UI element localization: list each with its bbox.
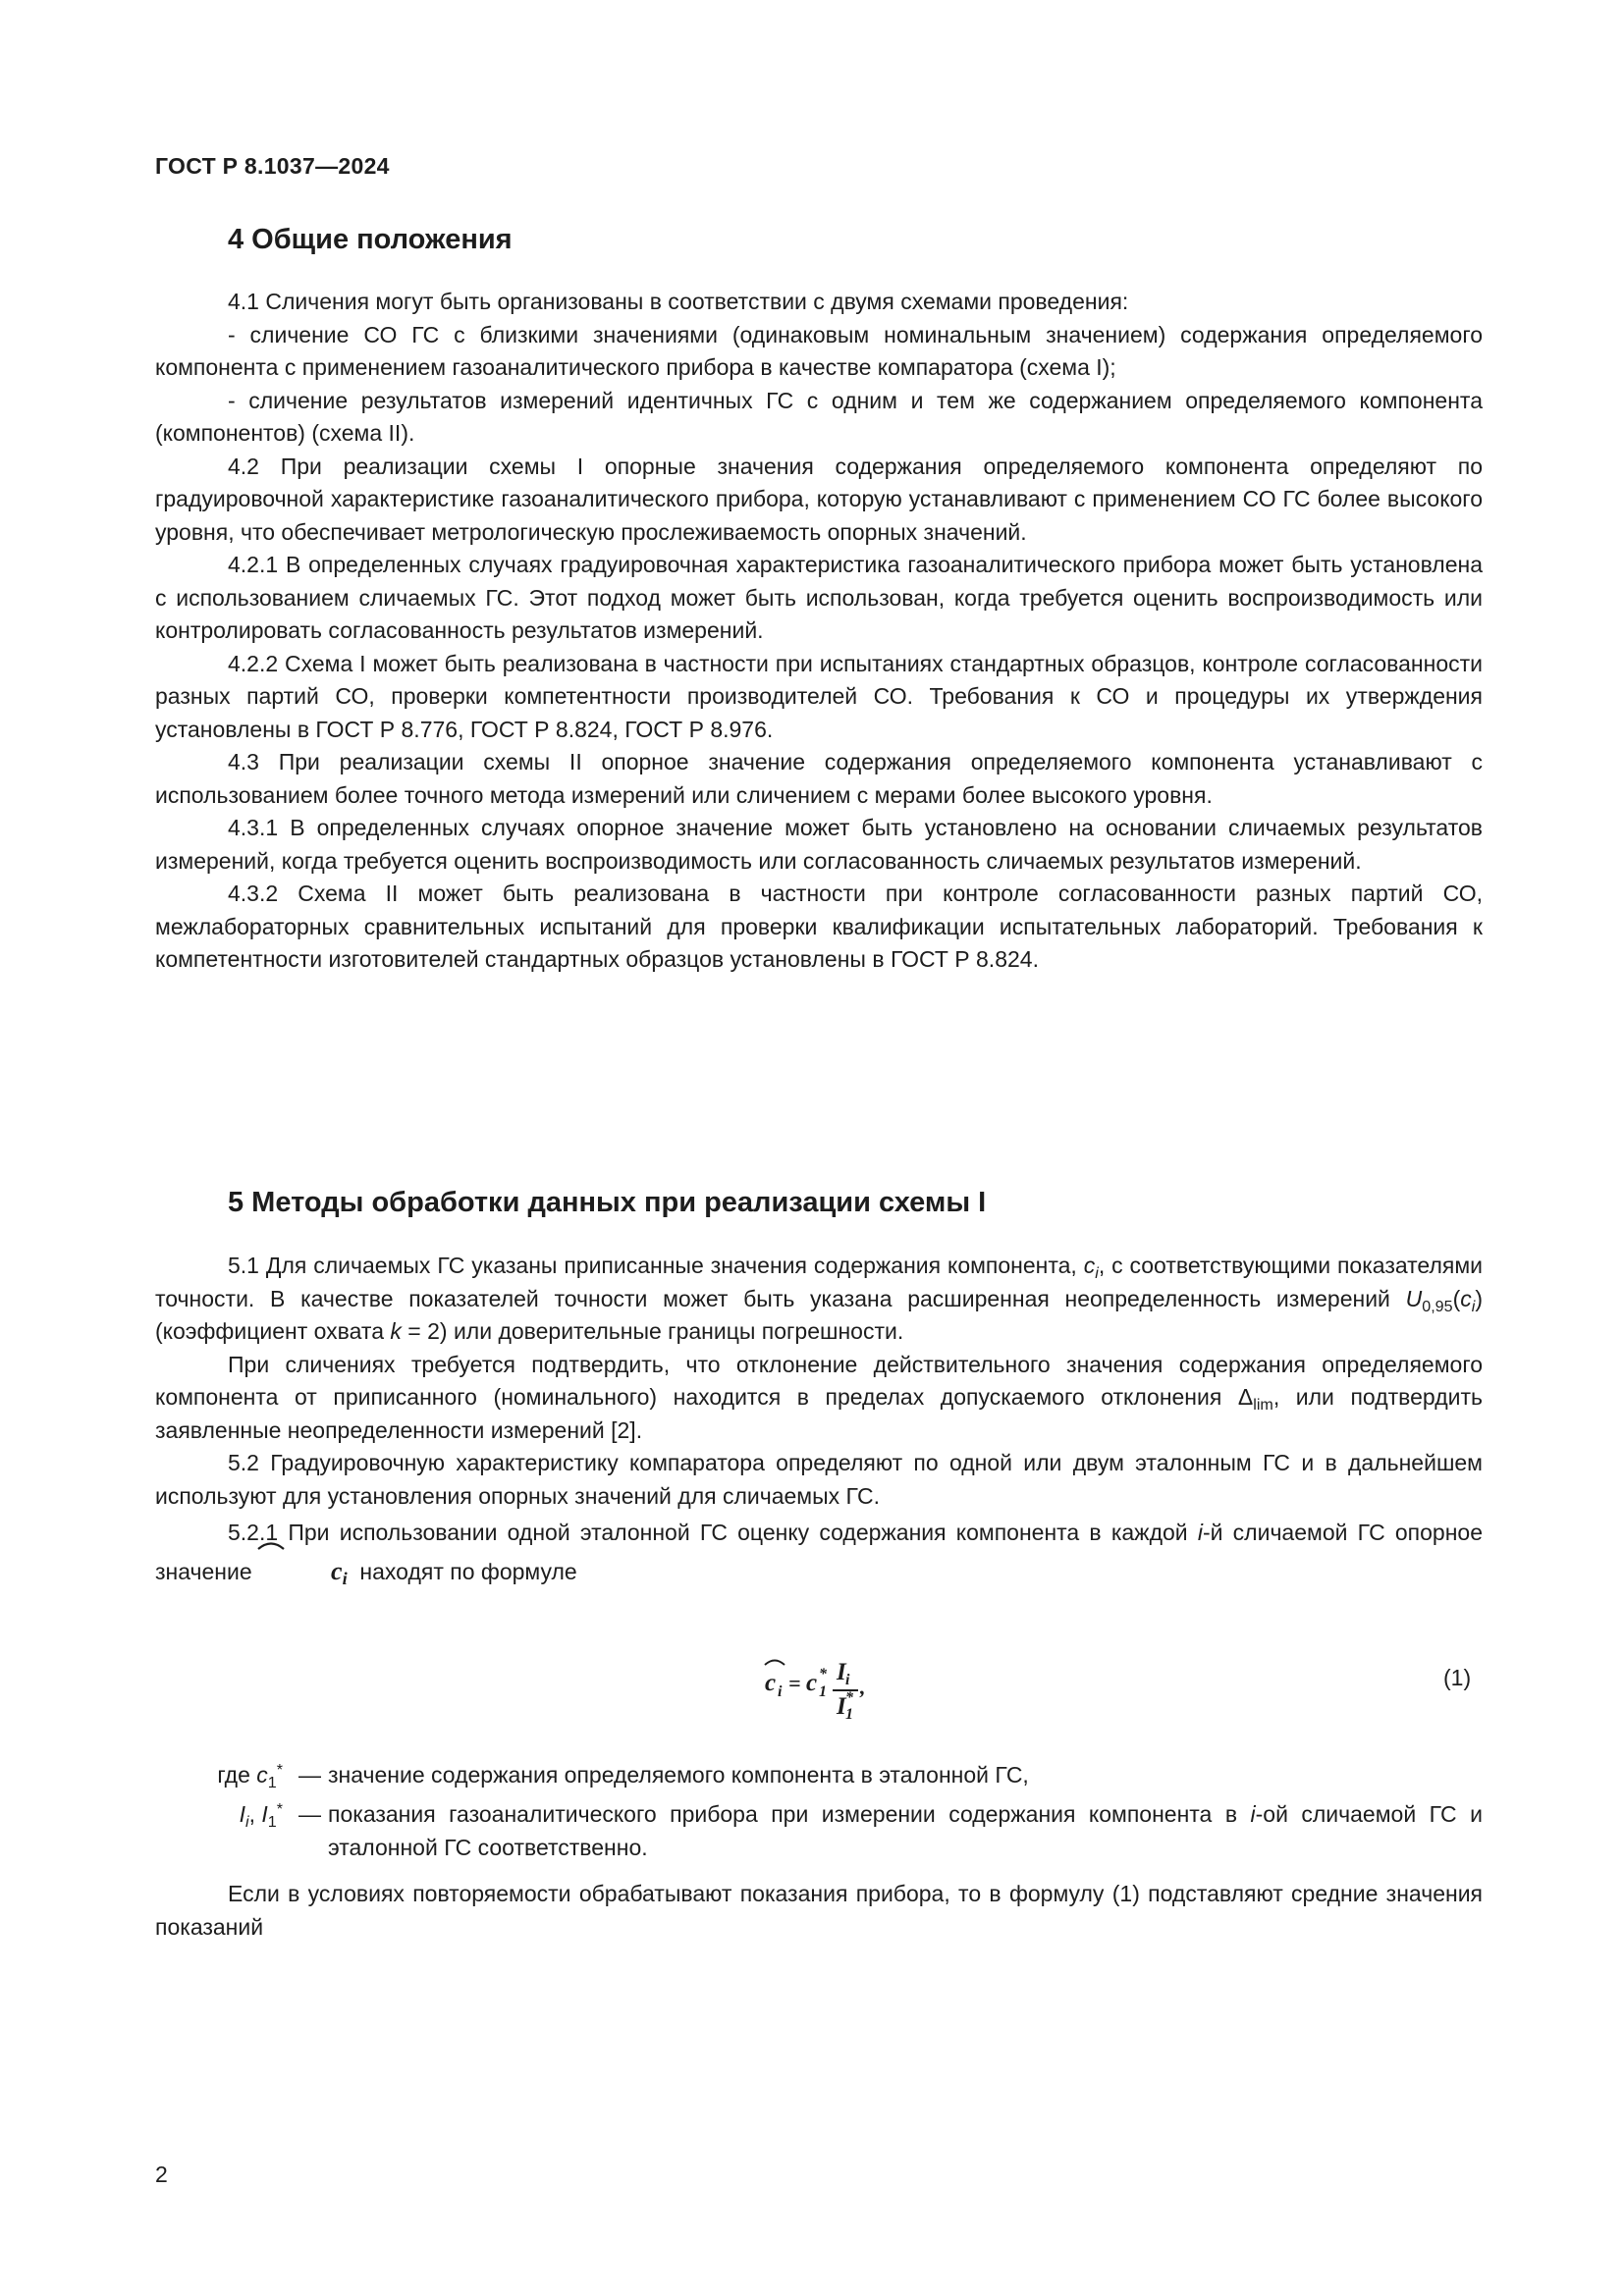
section-4-title: 4 Общие положения — [228, 224, 513, 255]
where-symbol-1: где $c_1^*$ — [217, 1761, 283, 1791]
para-conformity: При сличениях требуется подтвердить, что отклонение действительного значения содержания определяемого компонента от приписанного (номинального) находится в пределах допускаемого отклонения $\Delta_{lim}$, или подтвердить заявленные неопределенности измерений [2]. — [155, 1351, 1483, 1443]
para-4-3: 4.3 При реализации схемы II опорное значение содержания определяемого компонента устанавливают с использованием более точного метода измерений или сличением с мерами более высокого уровня. — [155, 749, 1483, 808]
section-4-body — [155, 286, 1483, 977]
formula-1-graphic — [762, 1653, 899, 1724]
section-5-body — [155, 1250, 1483, 1591]
formula-1 — [762, 1653, 899, 1722]
para-4-1-item-1: - сличение СО ГС с близкими значениями (одинаковым номинальным значением) содержания определяемого компонента с применением газоаналитического прибора в качестве компаратора (схема I); — [155, 321, 1483, 380]
where-text-1: значение содержания определяемого компонента в эталонной ГС, — [328, 1762, 1029, 1788]
para-4-2: 4.2 При реализации схемы I опорные значения содержания определяемого компонента определяют по градуировочной характеристике газоаналитического прибора, которую устанавливают с применением СО ГС более высокого уровня, что обеспечивает метрологическую прослеживаемость опорных значений. — [155, 453, 1483, 545]
where-symbol-2: $I_i$, $I_1^*$ — [239, 1800, 283, 1831]
where-item-1 — [155, 1759, 1483, 1798]
svg-text:1: 1 — [845, 1706, 853, 1723]
svg-text:I: I — [837, 1693, 846, 1720]
svg-text:I: I — [837, 1659, 846, 1685]
where-item-2 — [155, 1798, 1483, 1867]
svg-text:1: 1 — [819, 1683, 827, 1700]
svg-text:c: c — [806, 1670, 818, 1696]
para-5-1: 5.1 Для сличаемых ГС указаны приписанные значения содержания компонента, $c_i$, с соответствующими показателями точности. В качестве показателей точности может быть указана расширенная неопределенность измерений $U_{0,95}(c_i)$ (коэффициент охвата k = 2) или доверительные границы погрешности. — [155, 1253, 1483, 1344]
para-4-3-1: 4.3.1 В определенных случаях опорное значение может быть установлено на основании сличаемых результатов измерений, когда требуется оценить воспроизводимость или согласованность сличаемых результатов измерений. — [155, 815, 1483, 874]
section-5-title: 5 Методы обработки данных при реализации схемы I — [228, 1187, 987, 1218]
para-4-2-2: 4.2.2 Схема I может быть реализована в частности при испытаниях стандартных образцов, контроле согласованности разных партий СО, проверки компетентности производителей СО. Требования к СО и процедуры их утверждения установлены в ГОСТ Р 8.776, ГОСТ Р 8.824, ГОСТ Р 8.976. — [155, 650, 1483, 742]
section-5 — [155, 1186, 1483, 1219]
section-4 — [155, 223, 1483, 256]
equation-number: (1) — [1443, 1665, 1472, 1690]
svg-text:i: i — [845, 1672, 850, 1688]
para-mean-values: Если в условиях повторяемости обрабатывают показания прибора, то в формулу (1) подставляют средние значения показаний — [155, 1881, 1483, 1940]
svg-text:i: i — [778, 1683, 783, 1700]
hat-icon — [256, 1540, 286, 1550]
svg-text:c: c — [765, 1670, 777, 1696]
where-dash-1: — — [298, 1762, 321, 1788]
para-4-2-1: 4.2.1 В определенных случаях градуировочная характеристика газоаналитического прибора может быть установлена с использованием сличаемых ГС. Этот подход может быть использован, когда требуется оценить воспроизводимость или контролировать согласованность результатов измерений. — [155, 552, 1483, 643]
para-5-2-1: 5.2.1 При использовании одной эталонной ГС оценку содержания компонента в каждой i-й сличаемой ГС опорное значение $c_i$ находят по формуле — [155, 1513, 1483, 1591]
reference-value-symbol: $c_i$ — [258, 1552, 348, 1591]
where-dash-2: — — [298, 1801, 321, 1827]
final-paragraph-block — [155, 1878, 1483, 1944]
para-4-3-2: 4.3.2 Схема II может быть реализована в частности при контроле согласованности разных партий СО, межлабораторных сравнительных испытаний для проверки квалификации испытательных лабораторий. Требования к компетентности изготовителей стандартных образцов установлены в ГОСТ Р 8.824. — [155, 881, 1483, 972]
document-header: ГОСТ Р 8.1037—2024 — [155, 153, 390, 179]
para-4-1: 4.1 Сличения могут быть организованы в соответствии с двумя схемами проведения: — [228, 289, 1129, 314]
para-5-2: 5.2 Градуировочную характеристику компаратора определяют по одной или двум эталонным ГС и в дальнейшем используют для установления опорных значений для сличаемых ГС. — [155, 1450, 1483, 1509]
para-4-1-item-2: - сличение результатов измерений идентичных ГС с одним и тем же содержанием определяемого компонента (компонентов) (схема II). — [155, 387, 1483, 446]
where-text-2: показания газоаналитического прибора при измерении содержания компонента в i-ой сличаемой ГС и эталонной ГС соответственно. — [328, 1801, 1483, 1860]
svg-text:*: * — [819, 1666, 827, 1682]
svg-text:*: * — [845, 1689, 853, 1706]
svg-text:=: = — [788, 1671, 801, 1695]
page-number: 2 — [155, 2162, 168, 2187]
svg-text:,: , — [860, 1675, 866, 1699]
